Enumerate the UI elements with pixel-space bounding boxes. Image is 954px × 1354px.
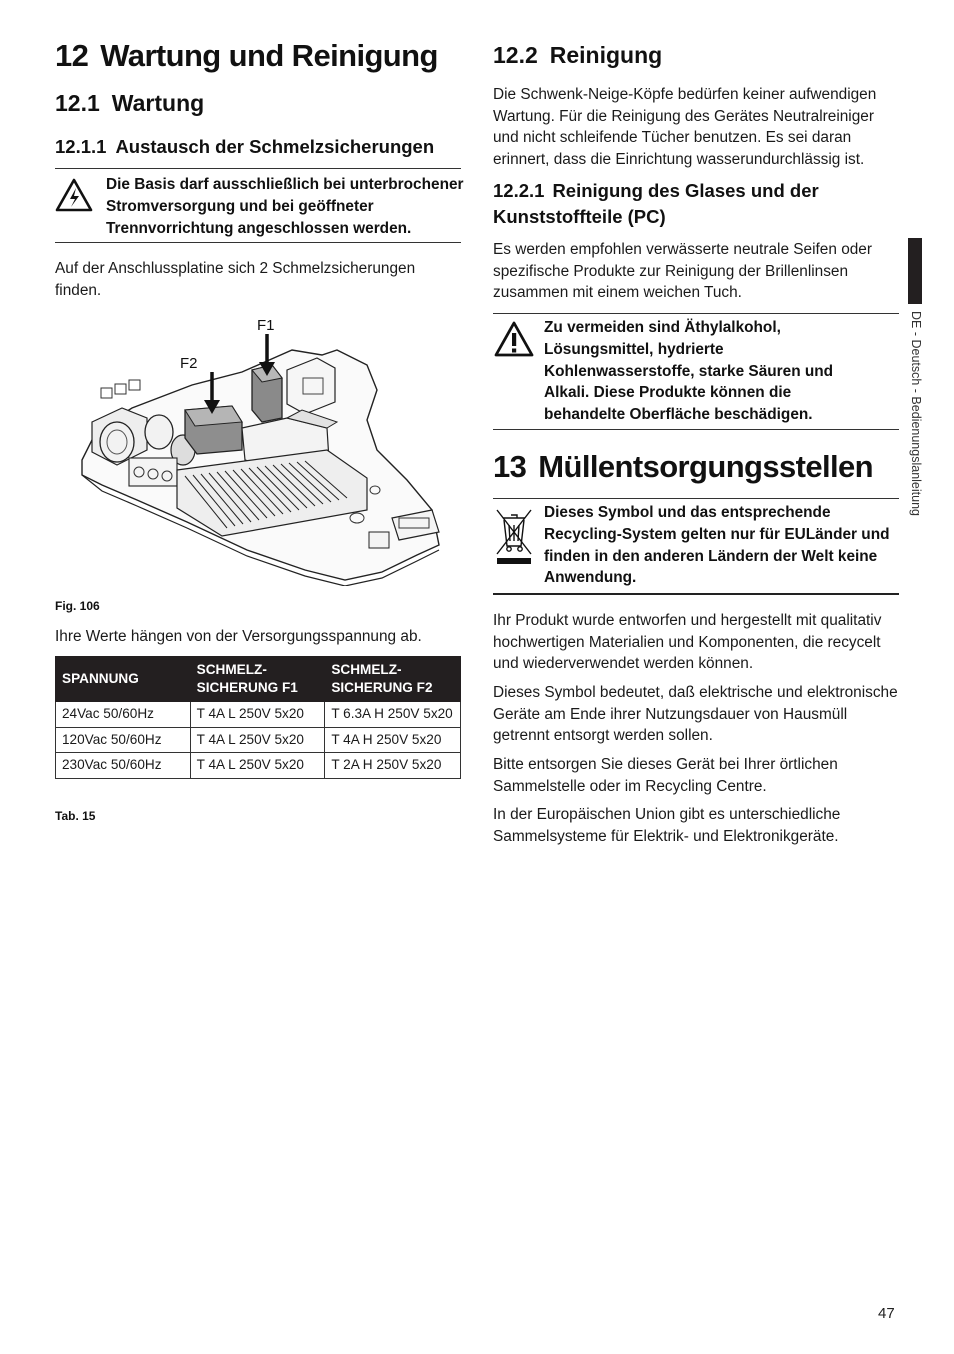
table-cell: T 4A L 250V 5x20 <box>190 727 325 753</box>
warning-text: Die Basis darf ausschließlich bei unterbrochener Stromversorgung und bei geöffneter Trennvorrichtung angeschlossen werden. <box>106 176 464 237</box>
cleaning-paragraph: Die Schwenk-Neige-Köpfe bedürfen keiner aufwendigen Wartung. Für die Reinigung des Gerätes Neutralreiniger und nicht schleifende Tücher benutzen. Es sei daran erinnert, dass die Einrichtung wasserundurchlässig ist. <box>493 86 877 168</box>
side-label-text: DE - Deutsch - Bedienungslanleitung <box>909 311 923 516</box>
fuse-label-f1: F1 <box>257 317 275 334</box>
recycling-paragraph-3: Bitte entsorgen Sie dieses Gerät bei Ihrer örtlichen Sammelstelle oder im Recycling Centre. <box>493 756 838 795</box>
table-header-cell <box>190 657 325 702</box>
electric-hazard-icon <box>55 177 93 218</box>
solvent-warning-note <box>493 313 899 430</box>
header-line: SPANNUNG <box>62 671 139 686</box>
electric-warning-note <box>55 168 464 243</box>
table-cell: 230Vac 50/60Hz <box>56 753 191 779</box>
figure-caption: Fig. 106 <box>55 599 100 613</box>
weee-bin-icon <box>493 506 535 571</box>
heading-number: 12.2 <box>493 42 538 68</box>
heading-title: Austausch der Schmelzsicherungen <box>115 136 435 157</box>
table-cell: T 2A H 250V 5x20 <box>325 753 461 779</box>
heading-12-2-1 <box>493 178 899 230</box>
table-header-row <box>56 657 461 702</box>
heading-12-2 <box>493 42 662 69</box>
header-line: SCHMELZ- <box>196 662 267 677</box>
heading-title: Reinigung <box>549 42 663 68</box>
heading-12 <box>55 38 438 74</box>
weee-note-text: Dieses Symbol und das entsprechende Recycling-System gelten nur für EULänder und finden in den anderen Ländern der Welt keine Anwendung. <box>544 504 890 587</box>
heading-title: Wartung und Reinigung <box>100 38 438 73</box>
header-line: SCHMELZ- <box>331 662 402 677</box>
fuse-label-f2: F2 <box>180 355 198 372</box>
table-cell: T 4A L 250V 5x20 <box>190 753 325 779</box>
fuse-table <box>55 656 461 779</box>
heading-12-1 <box>55 90 204 117</box>
table-row <box>56 753 461 779</box>
table-caption: Tab. 15 <box>55 809 96 823</box>
section-tab-marker <box>908 238 922 304</box>
heading-title: Reinigung des Glases und der Kunststoffteile (PC) <box>493 180 819 227</box>
table-row <box>56 702 461 728</box>
warning-icon <box>493 320 535 363</box>
table-cell: 24Vac 50/60Hz <box>56 702 191 728</box>
heading-12-1-1 <box>55 136 434 158</box>
fuse-board-figure <box>77 310 447 586</box>
heading-number: 12.1 <box>55 90 100 116</box>
side-label <box>907 311 925 561</box>
heading-number: 13 <box>493 449 527 484</box>
header-line: SICHERUNG F2 <box>331 680 433 695</box>
page-number: 47 <box>878 1305 895 1322</box>
heading-number: 12.2.1 <box>493 180 545 201</box>
table-cell: 120Vac 50/60Hz <box>56 727 191 753</box>
values-paragraph: Ihre Werte hängen von der Versorgungsspannung ab. <box>55 628 422 645</box>
heading-title: Müllentsorgungsstellen <box>538 449 874 484</box>
header-line: SICHERUNG F1 <box>196 680 298 695</box>
table-cell: T 4A L 250V 5x20 <box>190 702 325 728</box>
table-header-cell <box>325 657 461 702</box>
heading-number: 12.1.1 <box>55 136 107 157</box>
table-cell: T 6.3A H 250V 5x20 <box>325 702 461 728</box>
heading-title: Wartung <box>111 90 205 116</box>
weee-note <box>493 498 899 595</box>
intro-paragraph: Auf der Anschlussplatine sich 2 Schmelzsicherungen finden. <box>55 260 416 299</box>
warning-text: Zu vermeiden sind Äthylalkohol, Lösungsmittel, hydrierte Kohlenwasserstoffe, starke Säuren und Alkali. Diese Produkte können die behandelte Oberfläche beschädigen. <box>544 319 834 424</box>
heading-number: 12 <box>55 38 89 73</box>
table-header-cell <box>56 657 191 702</box>
table-row <box>56 727 461 753</box>
heading-13 <box>493 449 873 485</box>
recycling-paragraph-4: In der Europäischen Union gibt es unterschiedliche Sammelsysteme für Elektrik- und Elektronikgeräte. <box>493 806 841 845</box>
recycling-paragraph-2: Dieses Symbol bedeutet, daß elektrische und elektronische Geräte am Ende ihrer Nutzungsdauer von Hausmüll getrennt entsorgt werden sollen. <box>493 684 898 744</box>
recycling-paragraph-1: Ihr Produkt wurde entworfen und hergestellt mit qualitativ hochwertigen Materialien und Komponenten, die recycelt und wiederverwendet werden können. <box>493 612 882 672</box>
table-cell: T 4A H 250V 5x20 <box>325 727 461 753</box>
glass-cleaning-paragraph: Es werden empfohlen verwässerte neutrale Seifen oder spezifische Produkte zur Reinigung der Brillenlinsen zusammen mit einem weichen Tuch. <box>493 241 872 301</box>
